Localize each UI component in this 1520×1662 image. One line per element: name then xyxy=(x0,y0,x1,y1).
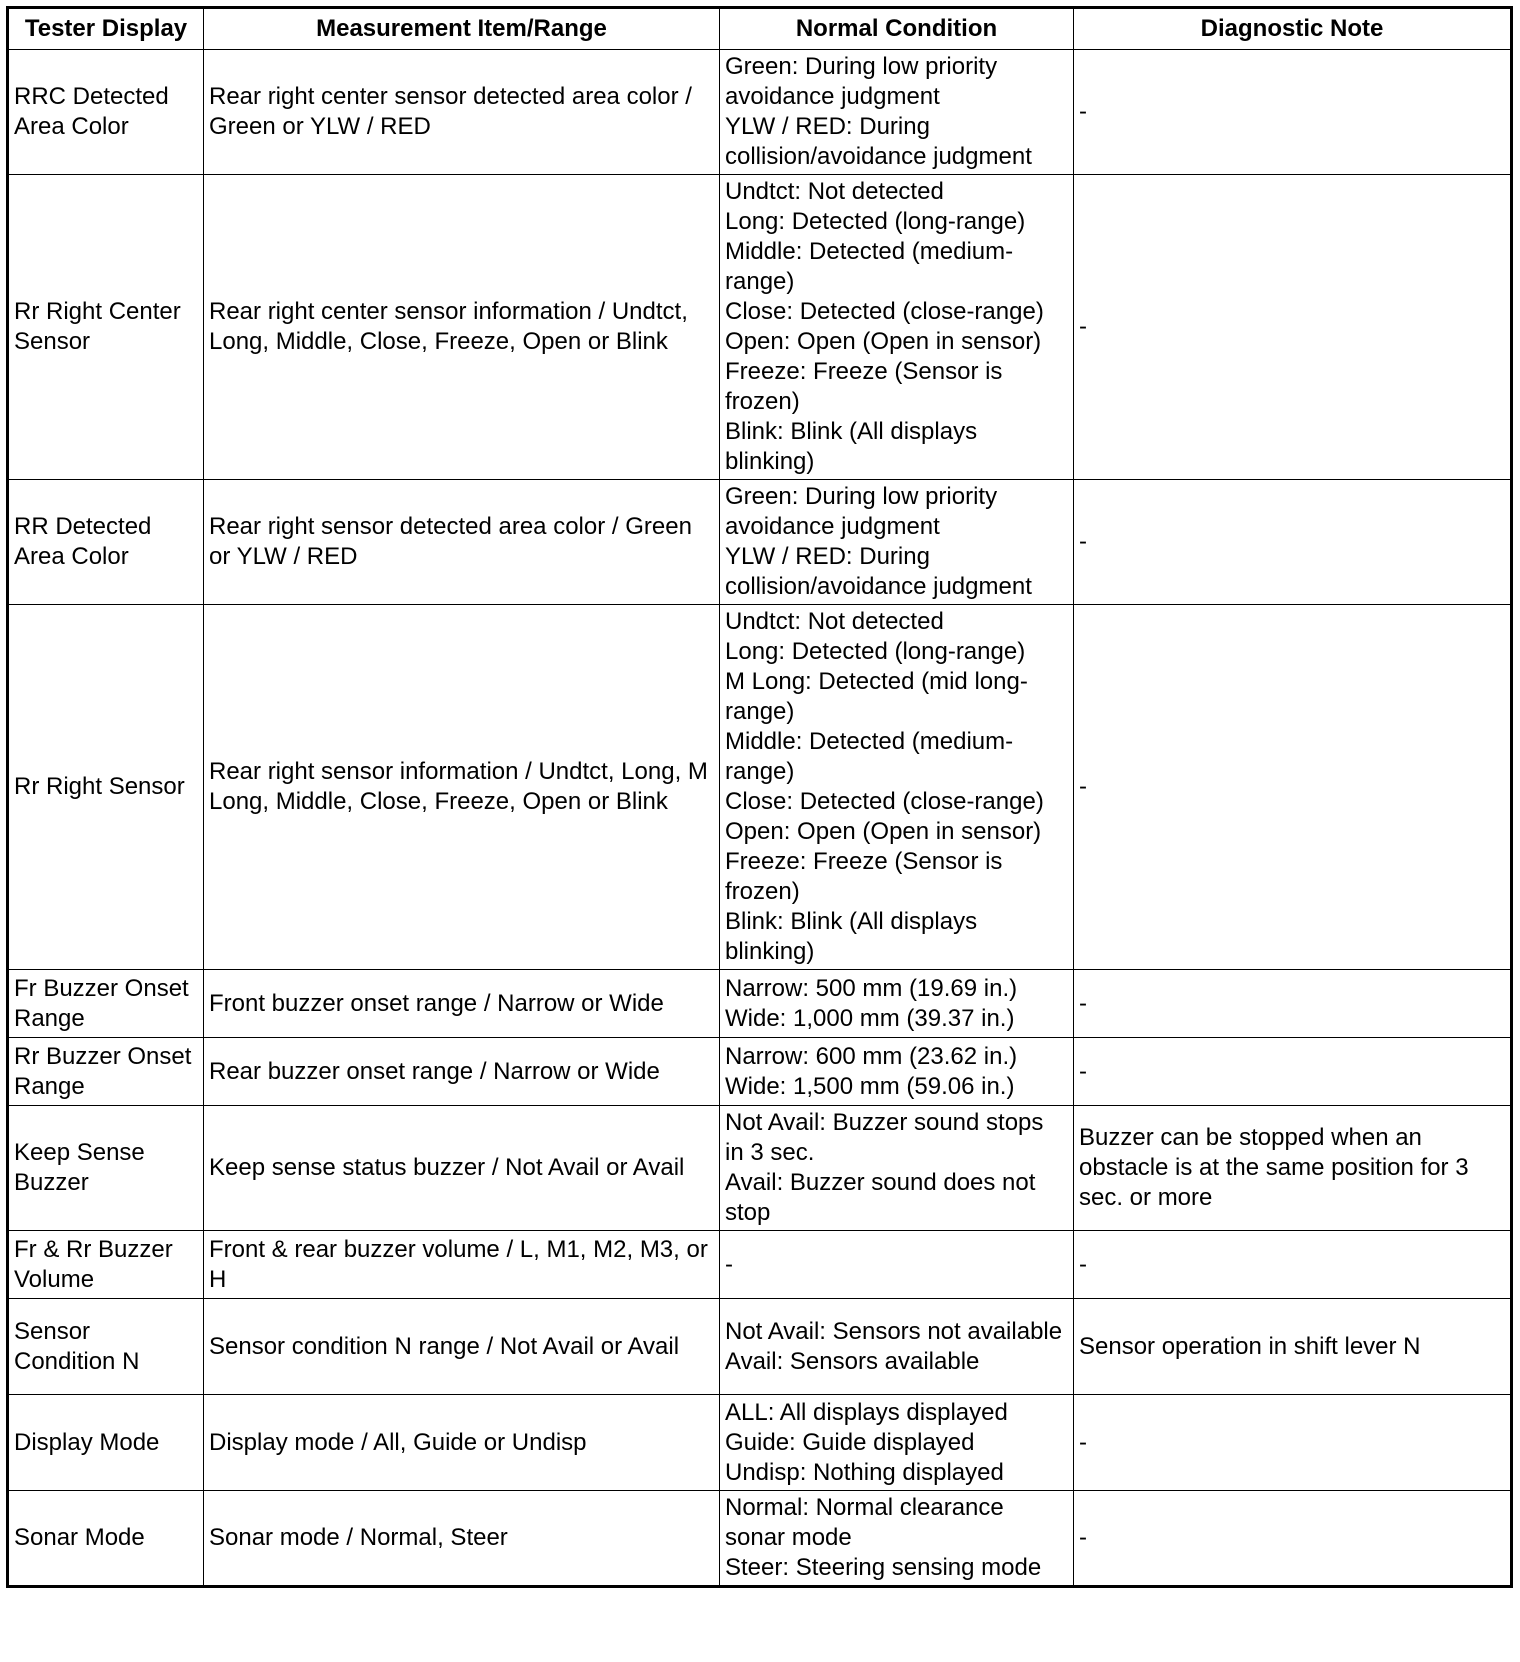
cell-tester-display: Rr Right Sensor xyxy=(8,605,204,970)
cell-tester-display: Fr & Rr Buzzer Volume xyxy=(8,1231,204,1299)
cell-normal-condition: - xyxy=(720,1231,1074,1299)
cell-diagnostic-note: - xyxy=(1074,605,1512,970)
header-tester-display: Tester Display xyxy=(8,8,204,50)
cell-normal-condition: ALL: All displays displayed Guide: Guide displayed Undisp: Nothing displayed xyxy=(720,1395,1074,1491)
cell-normal-condition: Green: During low priority avoidance judgment YLW / RED: During collision/avoidance judgment xyxy=(720,480,1074,605)
table-row xyxy=(8,1299,1512,1395)
cell-measurement-item: Rear right center sensor information / Undtct, Long, Middle, Close, Freeze, Open or Blink xyxy=(204,175,720,480)
table-row xyxy=(8,1231,1512,1299)
table-row xyxy=(8,1395,1512,1491)
cell-measurement-item: Front buzzer onset range / Narrow or Wide xyxy=(204,970,720,1038)
cell-diagnostic-note: - xyxy=(1074,175,1512,480)
cell-tester-display: Rr Buzzer Onset Range xyxy=(8,1038,204,1106)
cell-diagnostic-note: - xyxy=(1074,1395,1512,1491)
table-row xyxy=(8,480,1512,605)
cell-tester-display: RRC Detected Area Color xyxy=(8,50,204,175)
table-row xyxy=(8,50,1512,175)
data-list-table xyxy=(6,6,1513,1588)
cell-measurement-item: Keep sense status buzzer / Not Avail or Avail xyxy=(204,1106,720,1231)
cell-measurement-item: Sonar mode / Normal, Steer xyxy=(204,1491,720,1587)
cell-normal-condition: Normal: Normal clearance sonar mode Steer: Steering sensing mode xyxy=(720,1491,1074,1587)
table-row xyxy=(8,1038,1512,1106)
cell-normal-condition: Undtct: Not detected Long: Detected (long-range) M Long: Detected (mid long-range) Middle: Detected (medium-range) Close: Detected (close-range) Open: Open (Open in sensor) Freeze: Freeze (Sensor is frozen) Blink: Blink (All displays blinking) xyxy=(720,605,1074,970)
cell-normal-condition: Green: During low priority avoidance judgment YLW / RED: During collision/avoidance judgment xyxy=(720,50,1074,175)
cell-tester-display: Display Mode xyxy=(8,1395,204,1491)
cell-tester-display: Rr Right Center Sensor xyxy=(8,175,204,480)
cell-measurement-item: Sensor condition N range / Not Avail or Avail xyxy=(204,1299,720,1395)
table-row xyxy=(8,175,1512,480)
cell-tester-display: Keep Sense Buzzer xyxy=(8,1106,204,1231)
cell-tester-display: Sonar Mode xyxy=(8,1491,204,1587)
cell-normal-condition: Not Avail: Sensors not available Avail: Sensors available xyxy=(720,1299,1074,1395)
cell-tester-display: Fr Buzzer Onset Range xyxy=(8,970,204,1038)
cell-measurement-item: Rear buzzer onset range / Narrow or Wide xyxy=(204,1038,720,1106)
cell-measurement-item: Display mode / All, Guide or Undisp xyxy=(204,1395,720,1491)
header-measurement-item: Measurement Item/Range xyxy=(204,8,720,50)
table-row xyxy=(8,970,1512,1038)
cell-diagnostic-note: Sensor operation in shift lever N xyxy=(1074,1299,1512,1395)
cell-normal-condition: Narrow: 600 mm (23.62 in.) Wide: 1,500 mm (59.06 in.) xyxy=(720,1038,1074,1106)
cell-normal-condition: Not Avail: Buzzer sound stops in 3 sec. Avail: Buzzer sound does not stop xyxy=(720,1106,1074,1231)
cell-tester-display: RR Detected Area Color xyxy=(8,480,204,605)
cell-measurement-item: Rear right sensor information / Undtct, Long, M Long, Middle, Close, Freeze, Open or Blink xyxy=(204,605,720,970)
cell-diagnostic-note: - xyxy=(1074,50,1512,175)
cell-normal-condition: Undtct: Not detected Long: Detected (long-range) Middle: Detected (medium-range) Close: Detected (close-range) Open: Open (Open in sensor) Freeze: Freeze (Sensor is frozen) Blink: Blink (All displays blinking) xyxy=(720,175,1074,480)
cell-diagnostic-note: - xyxy=(1074,1231,1512,1299)
cell-normal-condition: Narrow: 500 mm (19.69 in.) Wide: 1,000 mm (39.37 in.) xyxy=(720,970,1074,1038)
table-row xyxy=(8,1491,1512,1587)
cell-diagnostic-note: - xyxy=(1074,1491,1512,1587)
cell-diagnostic-note: Buzzer can be stopped when an obstacle is at the same position for 3 sec. or more xyxy=(1074,1106,1512,1231)
cell-tester-display: Sensor Condition N xyxy=(8,1299,204,1395)
table-row xyxy=(8,1106,1512,1231)
table-row xyxy=(8,605,1512,970)
table-header-row xyxy=(8,8,1512,50)
header-normal-condition: Normal Condition xyxy=(720,8,1074,50)
cell-measurement-item: Rear right center sensor detected area color / Green or YLW / RED xyxy=(204,50,720,175)
cell-measurement-item: Rear right sensor detected area color / Green or YLW / RED xyxy=(204,480,720,605)
header-diagnostic-note: Diagnostic Note xyxy=(1074,8,1512,50)
cell-diagnostic-note: - xyxy=(1074,970,1512,1038)
cell-measurement-item: Front & rear buzzer volume / L, M1, M2, M3, or H xyxy=(204,1231,720,1299)
cell-diagnostic-note: - xyxy=(1074,1038,1512,1106)
cell-diagnostic-note: - xyxy=(1074,480,1512,605)
